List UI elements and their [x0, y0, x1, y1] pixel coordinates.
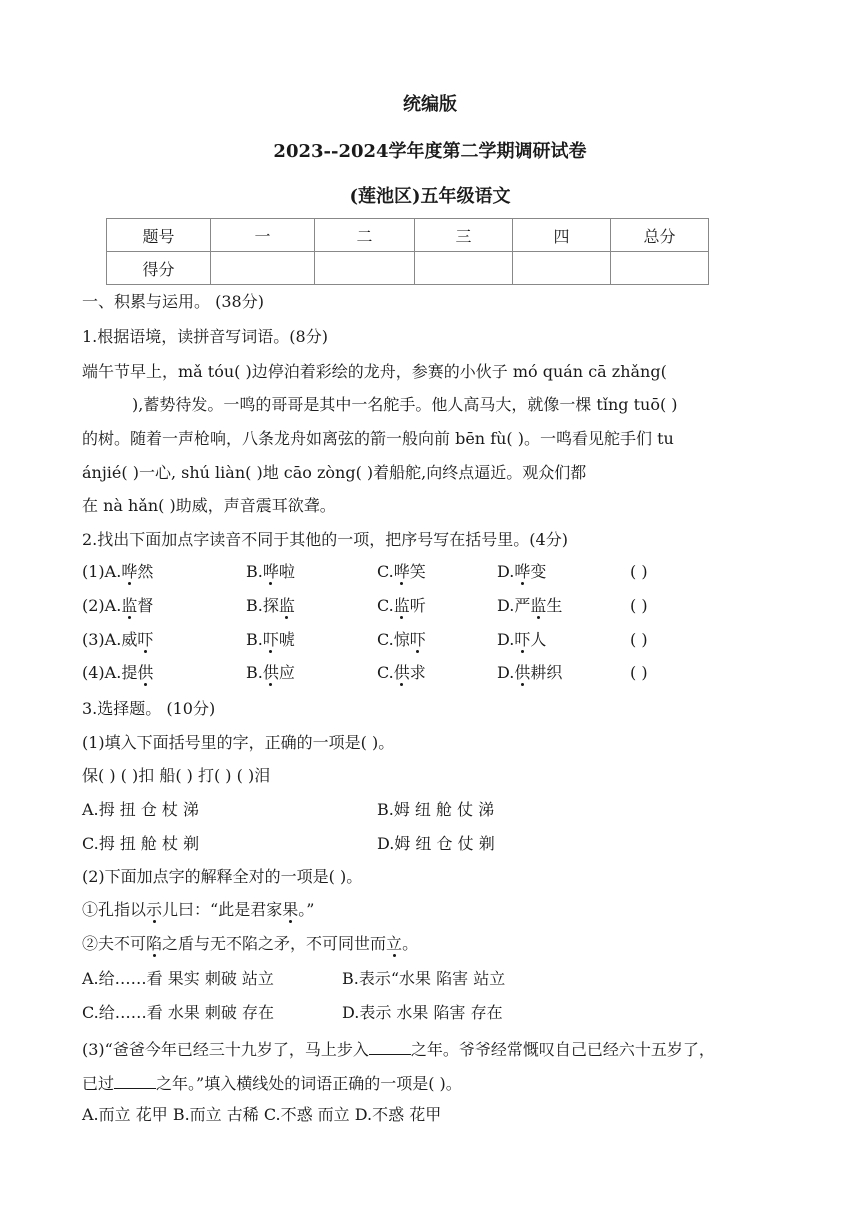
dotted-char: 监: [121, 596, 138, 615]
option-prefix: A.: [104, 562, 122, 581]
dotted-char: 果: [282, 900, 299, 919]
dotted-char: 吓: [409, 630, 426, 649]
question-3-2-sentence-2: ②夫不可陷之盾与无不陷之矛，不可同世而立。: [82, 934, 419, 953]
question-2-option: D.供耕织: [497, 663, 563, 682]
question-2-option: C.哗笑: [377, 562, 426, 581]
answer-paren[interactable]: ( ): [630, 596, 648, 615]
question-3-1-option-c: C.拇 扭 舱 杖 剃: [82, 834, 200, 853]
question-1-line: 端午节早上，mǎ tóu( )边停泊着彩绘的龙舟，参赛的小伙子 mó quán cā zhǎng(: [82, 362, 667, 381]
question-3-stem: 3.选择题。 (10分): [82, 699, 216, 718]
score-header-cell: 题号: [107, 219, 211, 252]
dotted-char: 监: [393, 596, 410, 615]
score-input-cell[interactable]: [211, 252, 315, 285]
dotted-char: 立: [386, 934, 403, 953]
question-2-option: D.严监生: [497, 596, 563, 615]
score-table-header-row: [107, 219, 709, 252]
question-3-1-option-d: D.姆 纽 仓 仗 剃: [377, 834, 495, 853]
row-label: (1): [82, 562, 105, 581]
question-2-option: B.哗啦: [246, 562, 295, 581]
score-header-cell: 一: [211, 219, 315, 252]
answer-paren[interactable]: ( ): [630, 630, 648, 649]
question-3-1-option-b: B.姆 纽 舱 仗 涕: [377, 800, 495, 819]
score-header-cell: 总分: [611, 219, 709, 252]
dotted-char: 监: [278, 596, 295, 615]
question-1-line: 在 nà hǎn( )助威，声音震耳欲聋。: [82, 496, 336, 515]
question-3-1-blanks: 保( ) ( )扣 船( ) 打( ) ( )泪: [82, 766, 271, 785]
dotted-char: 吓: [514, 630, 531, 649]
dotted-char: 供: [137, 663, 154, 682]
exam-main-title: 2023--2024学年度第二学期调研试卷: [273, 141, 587, 162]
question-1-line: 的树。随着一声枪响，八条龙舟如离弦的箭一般向前 bēn fù( )。一鸣看见舵手们 tu: [82, 429, 674, 448]
question-1-line: ),蓄势待发。一鸣的哥哥是其中一名舵手。他人高马大，就像一棵 tǐng tuō( ): [132, 395, 678, 414]
dotted-char: 供: [514, 663, 531, 682]
dotted-char: 示: [146, 900, 163, 919]
score-input-cell[interactable]: [611, 252, 709, 285]
question-3-2-option-c: C.给……看 水果 刺破 存在: [82, 1003, 275, 1022]
dotted-char: 监: [530, 596, 547, 615]
answer-paren[interactable]: ( ): [630, 663, 648, 682]
question-2-option: C.供求: [377, 663, 426, 682]
question-2-option: B.吓唬: [246, 630, 295, 649]
question-2-row: (4)A.提供: [82, 663, 154, 682]
dotted-char: 哗: [121, 562, 138, 581]
question-3-3-line-1: (3)“爸爸今年已经三十九岁了，马上步入 之年。爷爷经常慨叹自己已经六十五岁了，: [82, 1040, 715, 1059]
question-3-2-stem: (2)下面加点字的解释全对的一项是( )。: [82, 867, 363, 886]
dotted-char: 哗: [262, 562, 279, 581]
question-2-option: D.哗变: [497, 562, 547, 581]
question-1-stem: 1.根据语境，读拼音写词语。(8分): [82, 327, 328, 346]
question-2-row: [82, 562, 153, 582]
section-heading: 一、积累与运用。 (38分): [82, 292, 264, 311]
dotted-char: 陷: [146, 934, 163, 953]
dotted-char: 供: [262, 663, 279, 682]
score-row-label: 得分: [107, 252, 211, 285]
score-table-score-row: [107, 252, 709, 285]
question-2-option: B.探监: [246, 596, 295, 615]
score-header-cell: 三: [415, 219, 513, 252]
score-header-cell: 四: [513, 219, 611, 252]
exam-subtitle: (莲池区)五年级语文: [349, 186, 511, 207]
dotted-char: 供: [393, 663, 410, 682]
answer-paren[interactable]: ( ): [630, 562, 648, 581]
question-3-3-options: A.而立 花甲 B.而立 古稀 C.不惑 而立 D.不惑 花甲: [82, 1105, 442, 1124]
question-3-2-option-b: B.表示“水果 陷害 站立: [342, 969, 506, 988]
question-3-2-sentence-1: ①孔指以示儿曰：“此是君家果。”: [82, 900, 315, 919]
score-header-cell: 二: [315, 219, 415, 252]
dotted-char: 哗: [514, 562, 531, 581]
question-2-stem: 2.找出下面加点字读音不同于其他的一项，把序号写在括号里。(4分): [82, 530, 568, 549]
question-3-1-stem: (1)填入下面括号里的字，正确的一项是( )。: [82, 733, 395, 752]
question-2-option: D.吓人: [497, 630, 547, 649]
dotted-char: 哗: [393, 562, 410, 581]
score-table: [106, 218, 709, 285]
dotted-char: 吓: [262, 630, 279, 649]
score-input-cell[interactable]: [513, 252, 611, 285]
option-rest: 然: [137, 562, 154, 581]
dotted-char: 吓: [137, 630, 154, 649]
question-2-row: (2)A.监督: [82, 596, 154, 615]
question-3-3-line-2: 已过 之年。”填入横线处的词语正确的一项是( )。: [82, 1074, 462, 1093]
question-3-2-option-a: A.给……看 果实 刺破 站立: [82, 969, 274, 988]
question-2-option: C.监听: [377, 596, 426, 615]
question-3-1-option-a: A.拇 扭 仓 杖 涕: [82, 800, 199, 819]
score-input-cell[interactable]: [415, 252, 513, 285]
question-3-2-option-d: D.表示 水果 陷害 存在: [342, 1003, 503, 1022]
fill-blank[interactable]: [114, 1072, 156, 1089]
question-2-row: (3)A.威吓: [82, 630, 154, 649]
question-1-line: ánjié( )一心, shú liàn( )地 cāo zòng( )着船舵,向终点逼近。观众们都: [82, 463, 587, 482]
question-2-option: C.惊吓: [377, 630, 426, 649]
fill-blank[interactable]: [369, 1038, 411, 1055]
exam-edition-title: 统编版: [403, 94, 457, 115]
score-input-cell[interactable]: [315, 252, 415, 285]
question-2-option: B.供应: [246, 663, 295, 682]
